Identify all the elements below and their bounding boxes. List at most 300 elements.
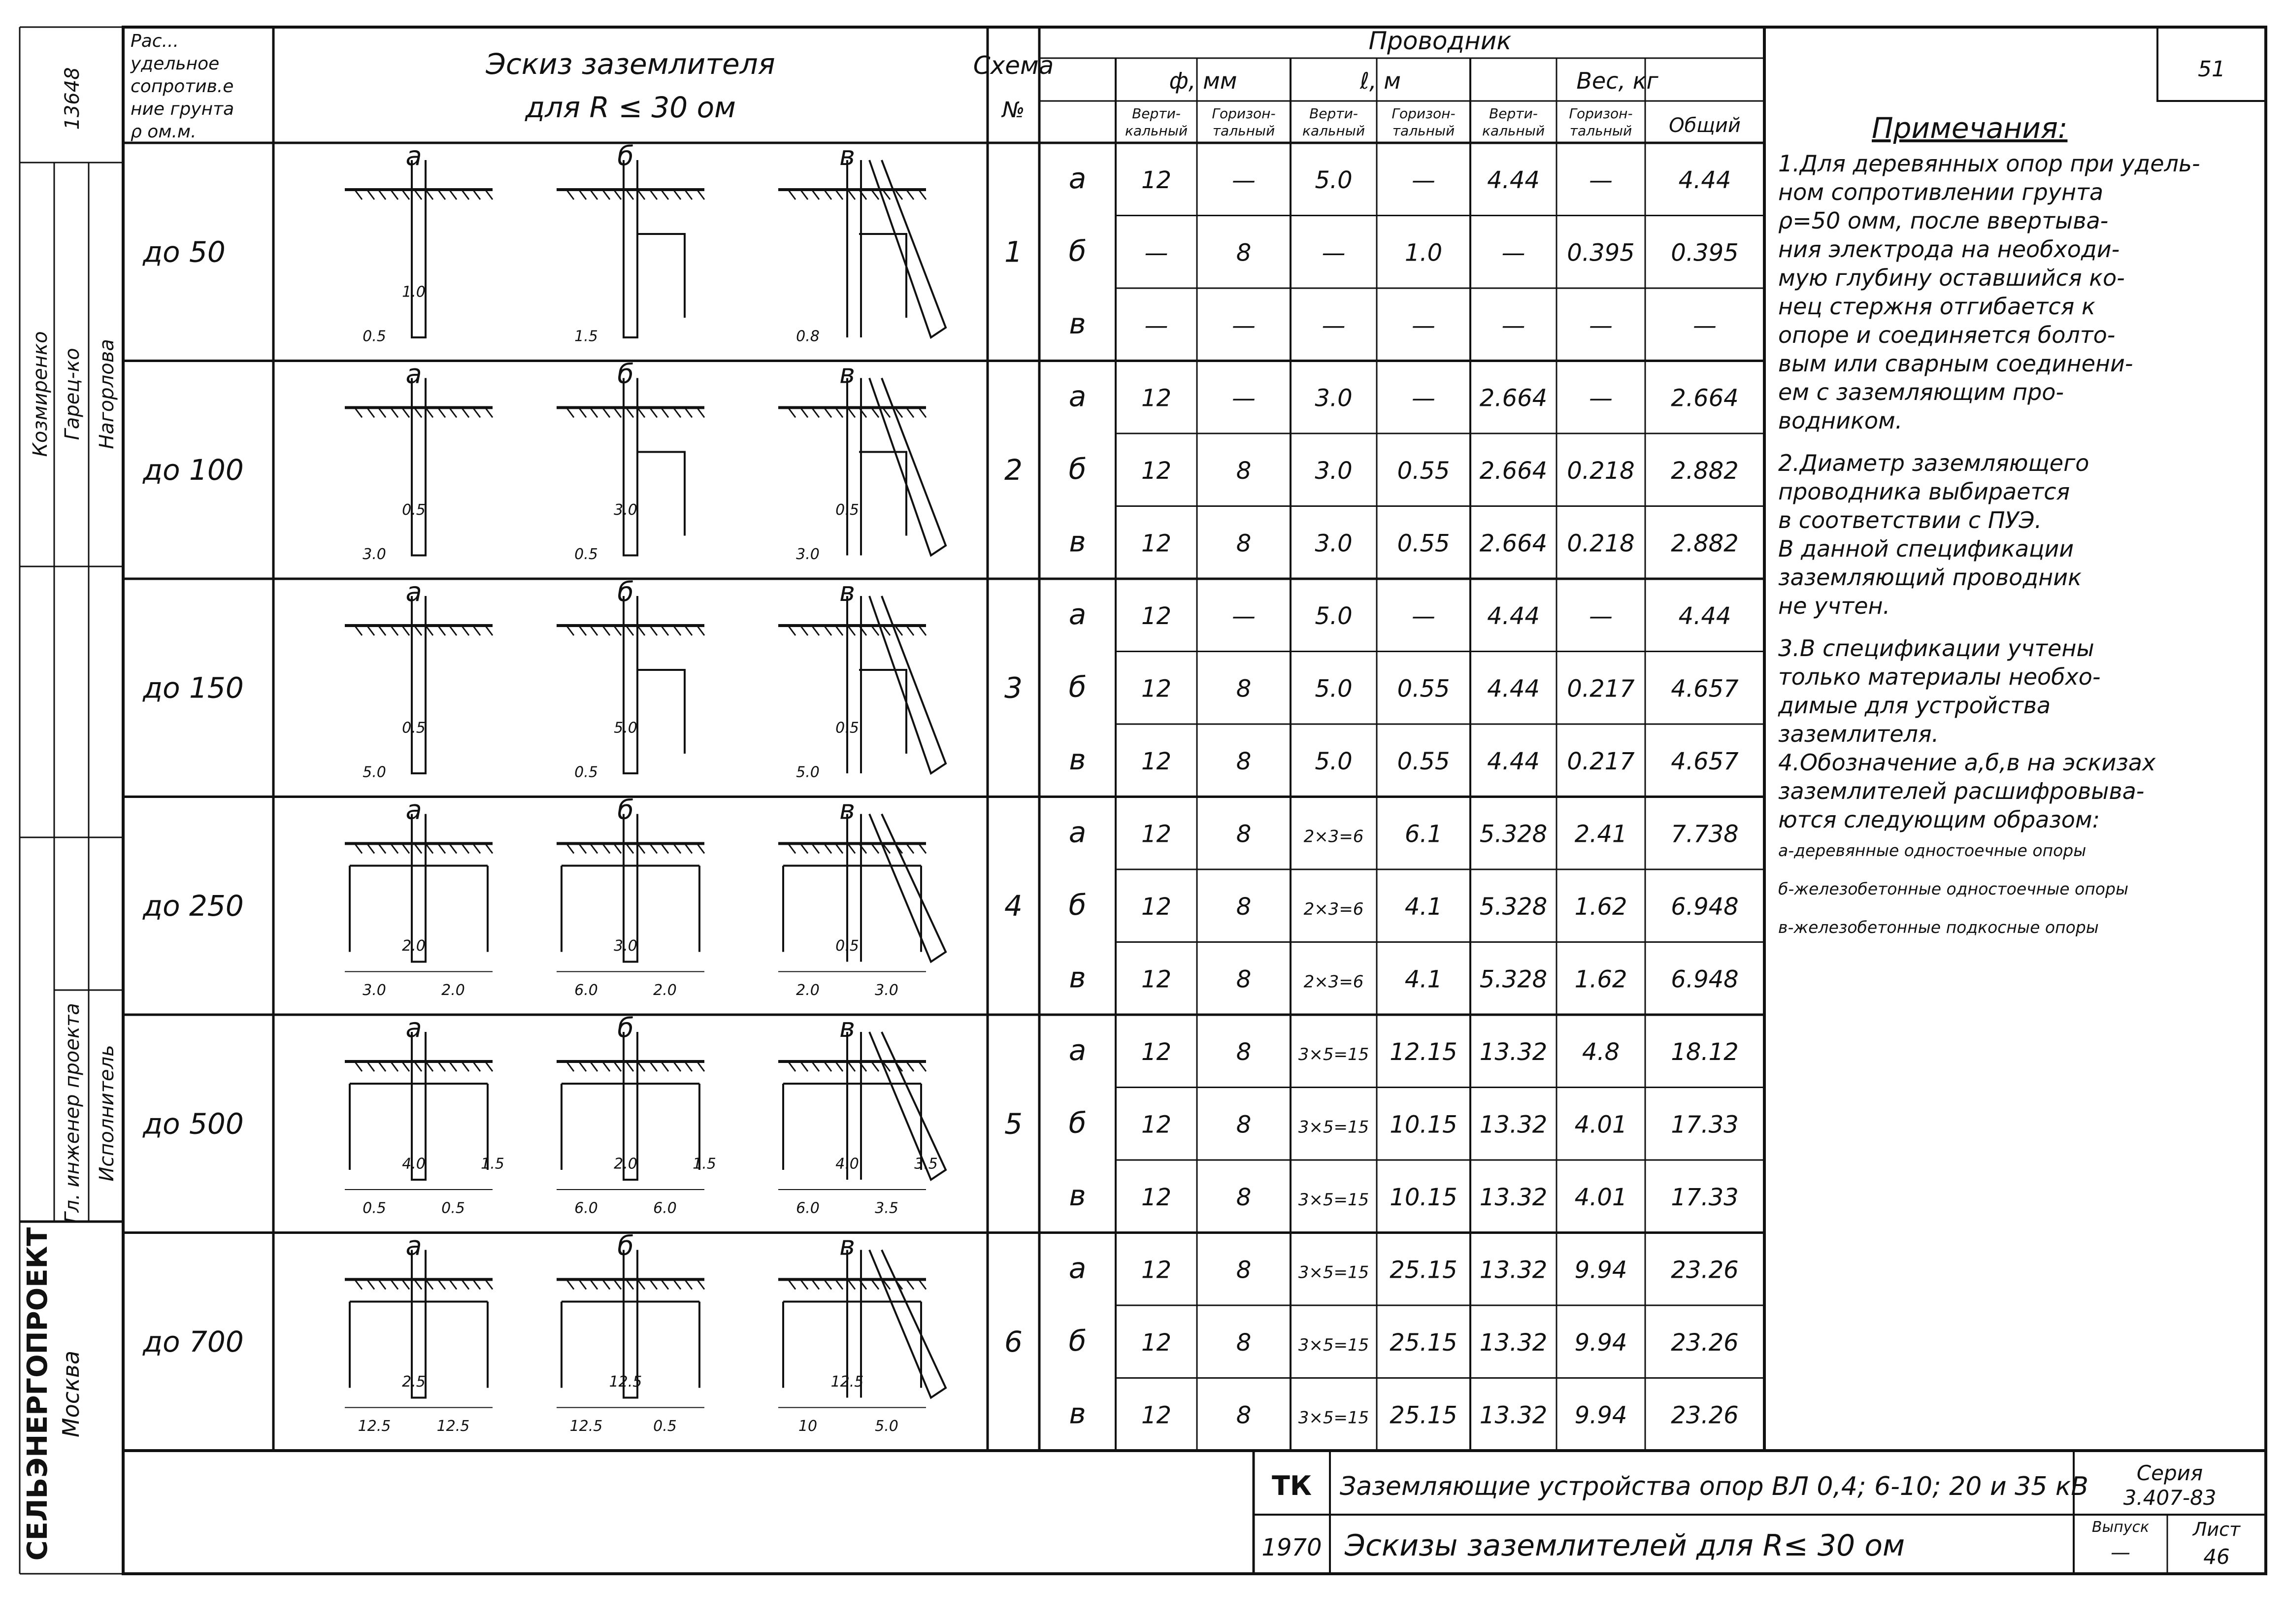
table-cell: 12 — [1141, 965, 1172, 994]
issue-value: — — [2111, 1541, 2130, 1564]
table-cell: 8 — [1236, 1183, 1252, 1211]
sketch-dimension: 3.5 — [914, 1155, 938, 1173]
table-cell: — — [1232, 384, 1256, 412]
table-cell: 9.94 — [1574, 1401, 1627, 1429]
table-cell: 3×5=15 — [1298, 1262, 1369, 1283]
electrode-rod — [412, 596, 426, 773]
variant-letter: а — [1068, 815, 1087, 849]
sketch-label: в — [839, 576, 855, 607]
table-cell: 4.1 — [1404, 965, 1443, 994]
table-cell: 12 — [1141, 1183, 1172, 1211]
electrode-rod — [847, 160, 861, 337]
table-cell: 13.32 — [1479, 1111, 1548, 1139]
sketch-dimension: 0.5 — [363, 328, 386, 345]
table-cell: — — [1144, 239, 1168, 267]
sketch-dimension: 4.0 — [402, 1155, 426, 1173]
table-cell: 7.738 — [1671, 820, 1739, 848]
resistivity-value: до 150 — [143, 671, 244, 705]
sketch-dimension: 0.5 — [441, 1199, 465, 1217]
note-line: заземлителя. — [1778, 721, 1939, 747]
sketch-dimension: 3.0 — [614, 937, 637, 955]
archive-code: 13648 — [61, 67, 84, 130]
table-cell: 3×5=15 — [1298, 1044, 1369, 1064]
table-cell: 0.218 — [1567, 530, 1635, 558]
sketch-header: для R ≤ 30 ом — [525, 91, 736, 124]
sketch-dimension: 5.0 — [363, 763, 386, 781]
table-cell: — — [1589, 311, 1613, 339]
subheader: тальный — [1569, 123, 1632, 139]
table-cell: 13.32 — [1479, 1183, 1548, 1211]
variant-letter: а — [1068, 597, 1087, 631]
note-line: В данной спецификации — [1778, 535, 2074, 562]
table-cell: 3.0 — [1315, 384, 1353, 412]
resistivity-value: до 250 — [143, 889, 244, 923]
table-cell: 17.33 — [1671, 1183, 1739, 1211]
table-cell: 0.217 — [1567, 675, 1635, 703]
sketch-dimension: 5.0 — [875, 1418, 898, 1435]
notes-title: Примечания: — [1872, 111, 2068, 145]
variant-letter: а — [1068, 379, 1087, 413]
variant-letter: а — [1068, 1033, 1087, 1067]
electrode-rod — [624, 596, 637, 773]
table-cell: 2.882 — [1671, 457, 1739, 485]
table-cell: 13.32 — [1479, 1401, 1548, 1429]
variant-letter: в — [1069, 1178, 1086, 1212]
note-line: б-железобетонные одностоечные опоры — [1778, 879, 2128, 898]
variant-letter: б — [1068, 888, 1087, 922]
table-cell: 8 — [1236, 1111, 1252, 1139]
electrode-rod — [624, 160, 637, 337]
sketch-label: б — [617, 576, 634, 607]
table-cell: — — [1322, 311, 1346, 339]
table-cell: 4.8 — [1582, 1038, 1620, 1066]
scheme-number: 5 — [1004, 1107, 1023, 1141]
subheader: Горизон- — [1212, 105, 1276, 122]
table-cell: 8 — [1236, 820, 1252, 848]
table-cell: 8 — [1236, 1256, 1252, 1284]
sketch-dimension: 6.0 — [574, 982, 598, 999]
sketch-label: б — [617, 140, 634, 171]
note-line: вым или сварным соединени- — [1778, 350, 2133, 377]
subheader: кальный — [1125, 123, 1188, 139]
subheader: Верти- — [1309, 105, 1358, 122]
resistivity-value: до 700 — [143, 1325, 244, 1359]
note-line: а-деревянные одностоечные опоры — [1778, 841, 2087, 860]
sketch-dimension: 0.5 — [653, 1418, 677, 1435]
resistivity-value: до 50 — [143, 235, 226, 269]
scheme-number: 4 — [1004, 889, 1023, 923]
table-cell: 4.44 — [1487, 166, 1540, 194]
sketch-dimension: 0.5 — [363, 1199, 386, 1217]
table-cell: 4.44 — [1487, 675, 1540, 703]
table-cell: 2.664 — [1671, 384, 1739, 412]
variant-letter: б — [1068, 1106, 1087, 1140]
table-cell: 0.55 — [1397, 530, 1450, 558]
sheet-number: 51 — [2198, 57, 2225, 82]
table-cell: 12 — [1141, 675, 1172, 703]
table-cell: 0.395 — [1567, 239, 1635, 267]
sketch-dimension: 3.5 — [875, 1199, 898, 1217]
table-cell: 13.32 — [1479, 1328, 1548, 1357]
table-cell: 3×5=15 — [1298, 1190, 1369, 1210]
year: 1970 — [1261, 1534, 1322, 1561]
table-cell: 12 — [1141, 1328, 1172, 1357]
sketch-dimension: 3.0 — [875, 982, 898, 999]
variant-letter: б — [1068, 452, 1087, 486]
table-cell: 10.15 — [1390, 1111, 1458, 1139]
horizontal-conductor — [637, 670, 685, 754]
sketch-dimension: 0.5 — [835, 501, 859, 519]
subheader: Общий — [1669, 114, 1741, 137]
table-cell: 8 — [1236, 1401, 1252, 1429]
sketch-dimension: 10 — [798, 1418, 818, 1435]
length-header: ℓ, м — [1360, 67, 1401, 94]
sketch-label: а — [405, 576, 422, 607]
note-line: ρ=50 омм, после ввертыва- — [1778, 207, 2109, 234]
table-cell: 8 — [1236, 239, 1252, 267]
sketch-dimension: 2.0 — [796, 982, 820, 999]
table-cell: 0.217 — [1567, 747, 1635, 775]
rho-header: ρ ом.м. — [131, 122, 197, 142]
note-line: заземляющий проводник — [1778, 564, 2082, 591]
table-cell: 2.664 — [1479, 384, 1548, 412]
table-cell: 4.01 — [1574, 1183, 1627, 1211]
table-cell: 9.94 — [1574, 1256, 1627, 1284]
note-line: заземлителей расшифровыва- — [1778, 778, 2145, 804]
resistivity-value: до 500 — [143, 1107, 244, 1141]
table-cell: 1.62 — [1574, 965, 1627, 994]
table-cell: — — [1412, 602, 1435, 630]
brace-pole — [869, 814, 946, 962]
table-cell: 12 — [1141, 602, 1172, 630]
table-cell: 12 — [1141, 457, 1172, 485]
drawing-title-2: Эскизы заземлителей для R≤ 30 ом — [1345, 1528, 1905, 1563]
sketch-dimension: 1.0 — [402, 283, 426, 301]
org-name: СЕЛЬЭНЕРГОПРОЕКТ — [22, 1227, 54, 1561]
electrode-rod — [847, 378, 861, 556]
variant-letter: в — [1069, 306, 1086, 340]
sketch-dimension: 12.5 — [569, 1418, 603, 1435]
table-cell: 5.0 — [1315, 166, 1353, 194]
table-cell: 4.44 — [1487, 602, 1540, 630]
table-cell: 4.657 — [1671, 747, 1739, 775]
table-cell: 3×5=15 — [1298, 1408, 1369, 1428]
table-cell: 12 — [1141, 1401, 1172, 1429]
table-cell: 12 — [1141, 530, 1172, 558]
sketch-dimension: 3.0 — [796, 546, 820, 563]
sketch-dimension: 0.8 — [796, 328, 820, 345]
table-cell: 0.55 — [1397, 457, 1450, 485]
table-cell: 12.15 — [1390, 1038, 1458, 1066]
note-line: проводника выбирается — [1778, 478, 2070, 505]
sketch-label: а — [405, 358, 422, 390]
table-cell: 8 — [1236, 747, 1252, 775]
table-cell: 8 — [1236, 457, 1252, 485]
table-cell: 5.0 — [1315, 602, 1353, 630]
subheader: тальный — [1392, 123, 1455, 139]
table-cell: 4.1 — [1404, 893, 1443, 921]
table-cell: — — [1589, 166, 1613, 194]
sketch-dimension: 5.0 — [614, 719, 637, 737]
table-cell: 23.26 — [1671, 1256, 1739, 1284]
table-cell: 3.0 — [1315, 457, 1353, 485]
horizontal-conductor — [637, 234, 685, 318]
sketch-dimension: 1.5 — [574, 328, 598, 345]
table-cell: — — [1144, 311, 1168, 339]
sketch-dimension: 2.5 — [402, 1373, 426, 1391]
sketch-dimension: 3.0 — [363, 546, 386, 563]
table-cell: — — [1232, 166, 1256, 194]
note-line: в-железобетонные подкосные опоры — [1778, 918, 2099, 937]
sketch-header: Эскиз заземлителя — [486, 47, 775, 81]
table-cell: 2.664 — [1479, 457, 1548, 485]
sketch-dimension: 6.0 — [653, 1199, 677, 1217]
table-cell: 8 — [1236, 893, 1252, 921]
table-cell: — — [1501, 311, 1525, 339]
note-line: водником. — [1778, 407, 1903, 434]
sketch-label: б — [617, 794, 634, 826]
variant-letter: а — [1068, 161, 1087, 195]
table-cell: 18.12 — [1671, 1038, 1739, 1066]
note-line: в соответствии с ПУЭ. — [1778, 507, 2042, 533]
table-cell: 6.948 — [1671, 965, 1739, 994]
table-cell: 5.0 — [1315, 747, 1353, 775]
scheme-number: 1 — [1004, 235, 1023, 269]
name-1: Козмиренко — [29, 331, 52, 457]
table-cell: 8 — [1236, 530, 1252, 558]
variant-letter: б — [1068, 1324, 1087, 1358]
sketch-label: в — [839, 1012, 855, 1043]
table-cell: 5.328 — [1479, 893, 1548, 921]
table-cell: 4.44 — [1678, 602, 1731, 630]
electrode-rod — [412, 160, 426, 337]
table-cell: 12 — [1141, 820, 1172, 848]
table-cell: 1.62 — [1574, 893, 1627, 921]
sketch-label: в — [839, 1230, 855, 1261]
sketch-label: а — [405, 794, 422, 826]
table-cell: 3.0 — [1315, 530, 1353, 558]
table-cell: 5.0 — [1315, 675, 1353, 703]
sketch-dimension: 2.0 — [441, 982, 465, 999]
table-cell: 3×5=15 — [1298, 1117, 1369, 1137]
variant-letter: б — [1068, 234, 1087, 268]
subheader: Верти- — [1132, 105, 1181, 122]
rho-header: сопротив.е — [131, 76, 234, 97]
role-chief-engineer: Гл. инженер проекта — [61, 1003, 84, 1224]
variant-letter: а — [1068, 1251, 1087, 1285]
table-cell: 12 — [1141, 1111, 1172, 1139]
sketch-dimension: 12.5 — [609, 1373, 642, 1391]
tk-mark: ТК — [1272, 1470, 1312, 1501]
sketch-dimension: 12.5 — [358, 1418, 391, 1435]
sketch-dimension: 4.0 — [835, 1155, 859, 1173]
horizontal-conductor — [637, 452, 685, 536]
sketch-label: в — [839, 794, 855, 826]
table-cell: 8 — [1236, 965, 1252, 994]
sheet-label: Лист — [2192, 1519, 2241, 1540]
note-line: 4.Обозначение а,б,в на эскизах — [1778, 749, 2156, 776]
table-cell: 4.01 — [1574, 1111, 1627, 1139]
table-cell: 8 — [1236, 1038, 1252, 1066]
sketch-dimension: 2.0 — [653, 982, 677, 999]
table-cell: 4.657 — [1671, 675, 1739, 703]
brace-pole — [869, 1250, 946, 1398]
variant-letter: в — [1069, 742, 1086, 776]
subheader: тальный — [1212, 123, 1275, 139]
table-cell: 12 — [1141, 166, 1172, 194]
sketch-dimension: 0.5 — [835, 719, 859, 737]
table-cell: 23.26 — [1671, 1328, 1739, 1357]
subheader: Горизон- — [1391, 105, 1456, 122]
table-cell: 2×3=6 — [1303, 899, 1364, 919]
note-line: димые для устройства — [1778, 692, 2051, 719]
table-cell: 10.15 — [1390, 1183, 1458, 1211]
table-cell: — — [1412, 384, 1435, 412]
sketch-dimension: 12.5 — [830, 1373, 864, 1391]
note-line: только материалы необхо- — [1778, 663, 2101, 690]
brace-pole — [869, 596, 946, 773]
sketch-dimension: 2.0 — [402, 937, 426, 955]
sketch-dimension: 0.5 — [835, 937, 859, 955]
table-cell: 2.41 — [1574, 820, 1627, 848]
sketch-dimension: 3.0 — [363, 982, 386, 999]
sketch-dimension: 0.5 — [402, 501, 426, 519]
sketch-dimension: 0.5 — [402, 719, 426, 737]
note-line: ются следующим образом: — [1778, 806, 2100, 833]
table-cell: 0.218 — [1567, 457, 1635, 485]
note-line: нец стержня отгибается к — [1778, 293, 2095, 320]
table-cell: 0.55 — [1397, 747, 1450, 775]
sketch-dimension: 3.0 — [614, 501, 637, 519]
note-line: не учтен. — [1778, 593, 1890, 619]
table-cell: 5.328 — [1479, 965, 1548, 994]
resistivity-value: до 100 — [143, 453, 244, 487]
table-cell: 6.1 — [1404, 820, 1443, 848]
sketch-dimension: 0.5 — [574, 546, 598, 563]
sketch-label: а — [405, 140, 422, 171]
table-cell: — — [1589, 384, 1613, 412]
table-cell: 2.882 — [1671, 530, 1739, 558]
table-cell: — — [1322, 239, 1346, 267]
table-cell: 6.948 — [1671, 893, 1739, 921]
conductor-header: Проводник — [1368, 27, 1512, 55]
electrode-rod — [412, 378, 426, 556]
role-executor: Исполнитель — [96, 1045, 118, 1182]
weight-header: Вес, кг — [1576, 67, 1658, 94]
sketch-label: в — [839, 358, 855, 390]
scheme-number: 3 — [1004, 671, 1023, 705]
variant-letter: в — [1069, 525, 1086, 559]
table-cell: — — [1412, 166, 1435, 194]
table-cell: 17.33 — [1671, 1111, 1739, 1139]
brace-pole — [869, 160, 946, 337]
table-cell: — — [1693, 311, 1717, 339]
scheme-number: 6 — [1004, 1325, 1023, 1359]
note-line: 2.Диаметр заземляющего — [1778, 450, 2089, 476]
grounding-sketches — [345, 160, 946, 1408]
variant-letter: в — [1069, 1396, 1086, 1430]
variant-letter: в — [1069, 961, 1086, 994]
subheader: кальный — [1482, 123, 1545, 139]
table-cell: — — [1501, 239, 1525, 267]
variant-letter: б — [1068, 670, 1087, 704]
table-cell: — — [1412, 311, 1435, 339]
org-city: Москва — [58, 1350, 84, 1438]
table-cell: — — [1589, 602, 1613, 630]
subheader: Горизон- — [1569, 105, 1633, 122]
table-cell: 1.0 — [1404, 239, 1443, 267]
sketch-dimension: 0.5 — [574, 763, 598, 781]
table-cell: 25.15 — [1390, 1401, 1458, 1429]
note-line: 1.Для деревянных опор при удель- — [1778, 150, 2200, 177]
table-cell: 12 — [1141, 893, 1172, 921]
table-cell: 12 — [1141, 747, 1172, 775]
sketch-label: б — [617, 1012, 634, 1043]
table-cell: 13.32 — [1479, 1256, 1548, 1284]
sketch-label: а — [405, 1230, 422, 1261]
table-cell: 9.94 — [1574, 1328, 1627, 1357]
series-label: Серия — [2136, 1461, 2203, 1485]
diameter-header: ф, мм — [1169, 67, 1237, 94]
table-cell: 2.664 — [1479, 530, 1548, 558]
scheme-number: 2 — [1004, 453, 1023, 487]
rho-header: ние грунта — [131, 99, 234, 119]
brace-pole — [869, 378, 946, 556]
scheme-header: № — [1002, 98, 1025, 123]
table-cell: 25.15 — [1390, 1256, 1458, 1284]
sketch-label: в — [839, 140, 855, 171]
table-cell: 0.395 — [1671, 239, 1739, 267]
rho-header: удельное — [131, 54, 220, 74]
note-line: ном сопротивлении грунта — [1778, 179, 2104, 205]
table-cell: 5.328 — [1479, 820, 1548, 848]
subheader: Верти- — [1489, 105, 1538, 122]
series-value: 3.407-83 — [2123, 1486, 2217, 1510]
table-cell: 3×5=15 — [1298, 1335, 1369, 1355]
subheader: кальный — [1302, 123, 1365, 139]
sketch-label: б — [617, 1230, 634, 1261]
note-line: опоре и соединяется болто- — [1778, 322, 2116, 348]
table-cell: 2×3=6 — [1303, 972, 1364, 992]
table-cell: 2×3=6 — [1303, 827, 1364, 847]
table-cell: 23.26 — [1671, 1401, 1739, 1429]
table-cell: — — [1232, 311, 1256, 339]
sketch-dimension: 5.0 — [796, 763, 820, 781]
table-cell: 12 — [1141, 1038, 1172, 1066]
note-line: мую глубину оставшийся ко- — [1778, 265, 2125, 291]
table-cell: 12 — [1141, 384, 1172, 412]
electrode-rod — [624, 378, 637, 556]
table-cell: 8 — [1236, 675, 1252, 703]
sheet-value: 46 — [2203, 1545, 2230, 1569]
sketch-dimension: 12.5 — [436, 1418, 470, 1435]
sketch-dimension: 6.0 — [574, 1199, 598, 1217]
sketch-label: б — [617, 358, 634, 390]
name-2: Гарец-ко — [61, 348, 84, 440]
name-3: Нагорлова — [96, 339, 118, 449]
sketch-dimension: 1.5 — [481, 1155, 504, 1173]
note-line: ем с заземляющим про- — [1778, 379, 2064, 405]
table-cell: 13.32 — [1479, 1038, 1548, 1066]
table-cell: 4.44 — [1487, 747, 1540, 775]
sketch-dimension: 1.5 — [693, 1155, 716, 1173]
issue-label: Выпуск — [2091, 1519, 2150, 1536]
sketch-label: а — [405, 1012, 422, 1043]
electrode-rod — [847, 596, 861, 773]
note-line: ния электрода на необходи- — [1778, 236, 2120, 263]
table-cell: 12 — [1141, 1256, 1172, 1284]
scheme-header: Схема — [973, 51, 1054, 80]
